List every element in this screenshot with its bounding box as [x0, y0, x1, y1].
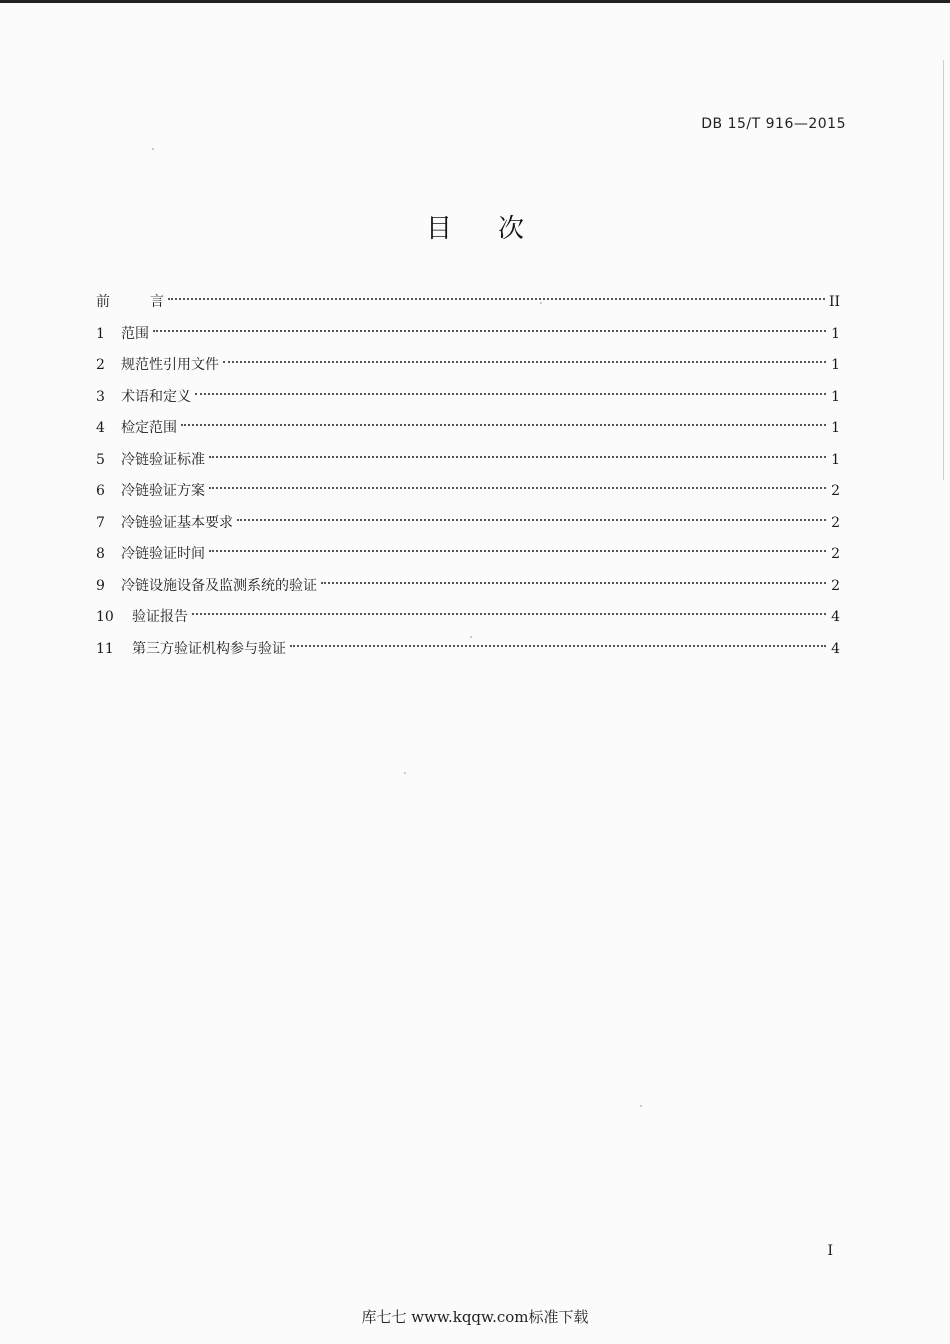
toc-entry-page: II: [828, 294, 840, 310]
dot-leader: [321, 582, 826, 584]
toc-entry-4[interactable]: [96, 414, 840, 446]
toc-entry-label: 术语和定义: [121, 388, 191, 405]
toc-entry-label: 第三方验证机构参与验证: [132, 640, 286, 657]
toc-entry-number: 10: [96, 609, 114, 625]
dot-leader: [237, 519, 826, 521]
toc-entry-number: 2: [96, 357, 105, 373]
standard-code: DB 15/T 916—2015: [701, 116, 846, 132]
scan-speck: [540, 302, 542, 304]
toc-entry-foreword[interactable]: [96, 288, 840, 320]
dot-leader: [209, 550, 826, 552]
toc-entry-number: 5: [96, 451, 105, 468]
toc-entry-label: 冷链设施设备及监测系统的验证: [121, 577, 317, 594]
page-number: I: [827, 1243, 833, 1259]
toc-entry-7[interactable]: [96, 509, 840, 541]
toc-entry-number: 7: [96, 514, 105, 531]
top-border: [0, 0, 950, 3]
toc-entry-11[interactable]: [96, 635, 840, 667]
dot-leader: [181, 424, 826, 426]
dot-leader: [209, 456, 826, 458]
toc-entry-number: 3: [96, 388, 105, 405]
toc-entry-label: 前言: [96, 294, 204, 310]
dot-leader: [195, 393, 826, 395]
footer-watermark-text[interactable]: 库七七 www.kqqw.com标准下载: [361, 1308, 589, 1326]
toc-entry-number: 9: [96, 577, 105, 594]
toc-entry-label: 检定范围: [121, 420, 177, 436]
toc-entry-page: 2: [831, 546, 840, 562]
toc-entry-page: 1: [831, 388, 840, 405]
toc-entry-label: 冷链验证基本要求: [121, 514, 233, 531]
toc-entry-page: 4: [831, 609, 840, 625]
dot-leader: [153, 330, 826, 332]
toc-entry-page: 1: [831, 325, 840, 342]
toc-entry-10[interactable]: [96, 603, 840, 635]
toc-entry-page: 2: [831, 577, 840, 594]
toc-entry-number: 1: [96, 325, 105, 342]
toc-entry-3[interactable]: [96, 383, 840, 415]
toc-entry-number: 6: [96, 483, 105, 499]
dot-leader: [209, 487, 826, 489]
toc-entry-label: 冷链验证标准: [121, 451, 205, 468]
page-edge-line: [943, 60, 944, 480]
scan-speck: [470, 636, 472, 638]
toc-entry-label: 冷链验证时间: [121, 546, 205, 562]
toc-entry-page: 1: [831, 451, 840, 468]
toc-entry-5[interactable]: [96, 446, 840, 478]
toc-entry-8[interactable]: [96, 540, 840, 572]
toc-entry-label: 冷链验证方案: [121, 483, 205, 499]
scan-speck: [640, 1105, 642, 1107]
toc-entry-label: 范围: [121, 325, 149, 342]
scan-speck: [404, 772, 406, 774]
toc-entry-number: 8: [96, 546, 105, 562]
toc-title: 目次: [425, 214, 570, 244]
toc-entry-page: 1: [831, 357, 840, 373]
toc-entry-number: 4: [96, 420, 105, 436]
toc-entry-1[interactable]: [96, 320, 840, 352]
table-of-contents: [96, 288, 840, 666]
dot-leader: [290, 645, 826, 647]
toc-entry-9[interactable]: [96, 572, 840, 604]
toc-entry-page: 2: [831, 514, 840, 531]
dot-leader: [223, 361, 826, 363]
toc-entry-label: 规范性引用文件: [121, 357, 219, 373]
toc-entry-number: 11: [96, 640, 114, 657]
toc-entry-2[interactable]: [96, 351, 840, 383]
scan-speck: [152, 148, 154, 150]
toc-entry-6[interactable]: [96, 477, 840, 509]
dot-leader: [168, 298, 825, 300]
toc-entry-page: 1: [831, 420, 840, 436]
toc-entry-page: 2: [831, 483, 840, 499]
toc-entry-label: 验证报告: [132, 609, 188, 625]
toc-entry-page: 4: [831, 640, 840, 657]
dot-leader: [192, 613, 826, 615]
